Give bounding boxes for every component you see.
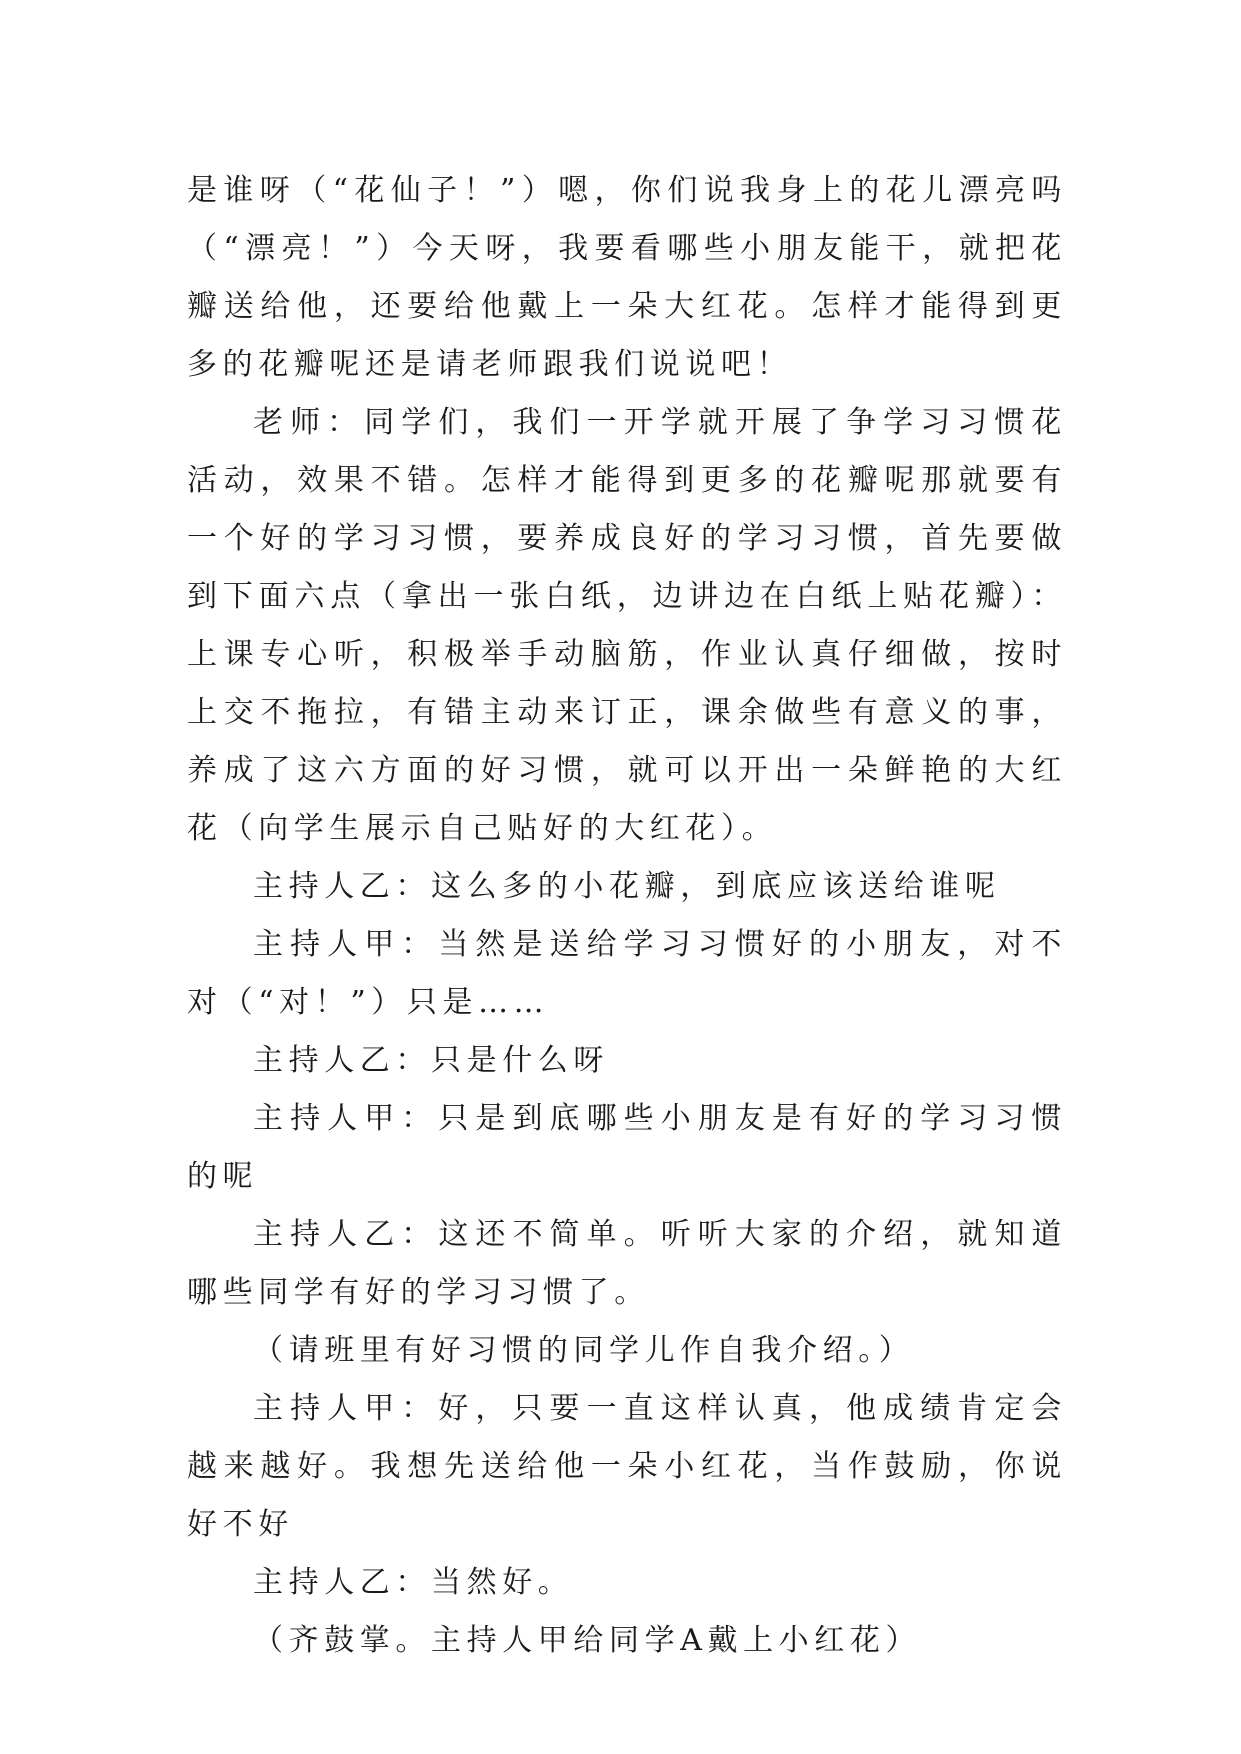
paragraph-10: 主持人乙：当然好。: [253, 1565, 574, 1600]
document-body: [187, 162, 1067, 1670]
paragraph-4: 主持人甲：当然是送给学习习惯好的小朋友，对不对（“对！”）只是……: [187, 927, 1067, 1020]
paragraph-11: （齐鼓掌。主持人甲给同学A戴上小红花）: [253, 1623, 922, 1658]
paragraph-6: 主持人甲：只是到底哪些小朋友是有好的学习习惯的呢: [187, 1101, 1067, 1194]
paragraph-8: （请班里有好习惯的同学儿作自我介绍。）: [253, 1333, 915, 1368]
paragraph-1: 是谁呀（“花仙子！”）嗯，你们说我身上的花儿漂亮吗（“漂亮！”）今天呀，我要看哪些小朋友能干，就把花瓣送给他，还要给他戴上一朵大红花。怎样才能得到更多的花瓣呢还是请老师跟我们说说吧！: [187, 173, 1067, 382]
paragraph-5: 主持人乙：只是什么呀: [253, 1043, 609, 1078]
paragraph-7: 主持人乙：这还不简单。听听大家的介绍，就知道哪些同学有好的学习习惯了。: [187, 1217, 1067, 1310]
paragraph-9: 主持人甲：好，只要一直这样认真，他成绩肯定会越来越好。我想先送给他一朵小红花，当作鼓励，你说好不好: [187, 1391, 1067, 1542]
paragraph-3: 主持人乙：这么多的小花瓣，到底应该送给谁呢: [253, 869, 1001, 904]
paragraph-2: 老师：同学们，我们一开学就开展了争学习习惯花活动，效果不错。怎样才能得到更多的花瓣呢那就要有一个好的学习习惯，要养成良好的学习习惯，首先要做到下面六点（拿出一张白纸，边讲边在白纸上贴花瓣）：上课专心听，积极举手动脑筋，作业认真仔细做，按时上交不拖拉，有错主动来订正，课余做些有意义的事，养成了这六方面的好习惯，就可以开出一朵鲜艳的大红花（向学生展示自己贴好的大红花）。: [187, 405, 1067, 846]
